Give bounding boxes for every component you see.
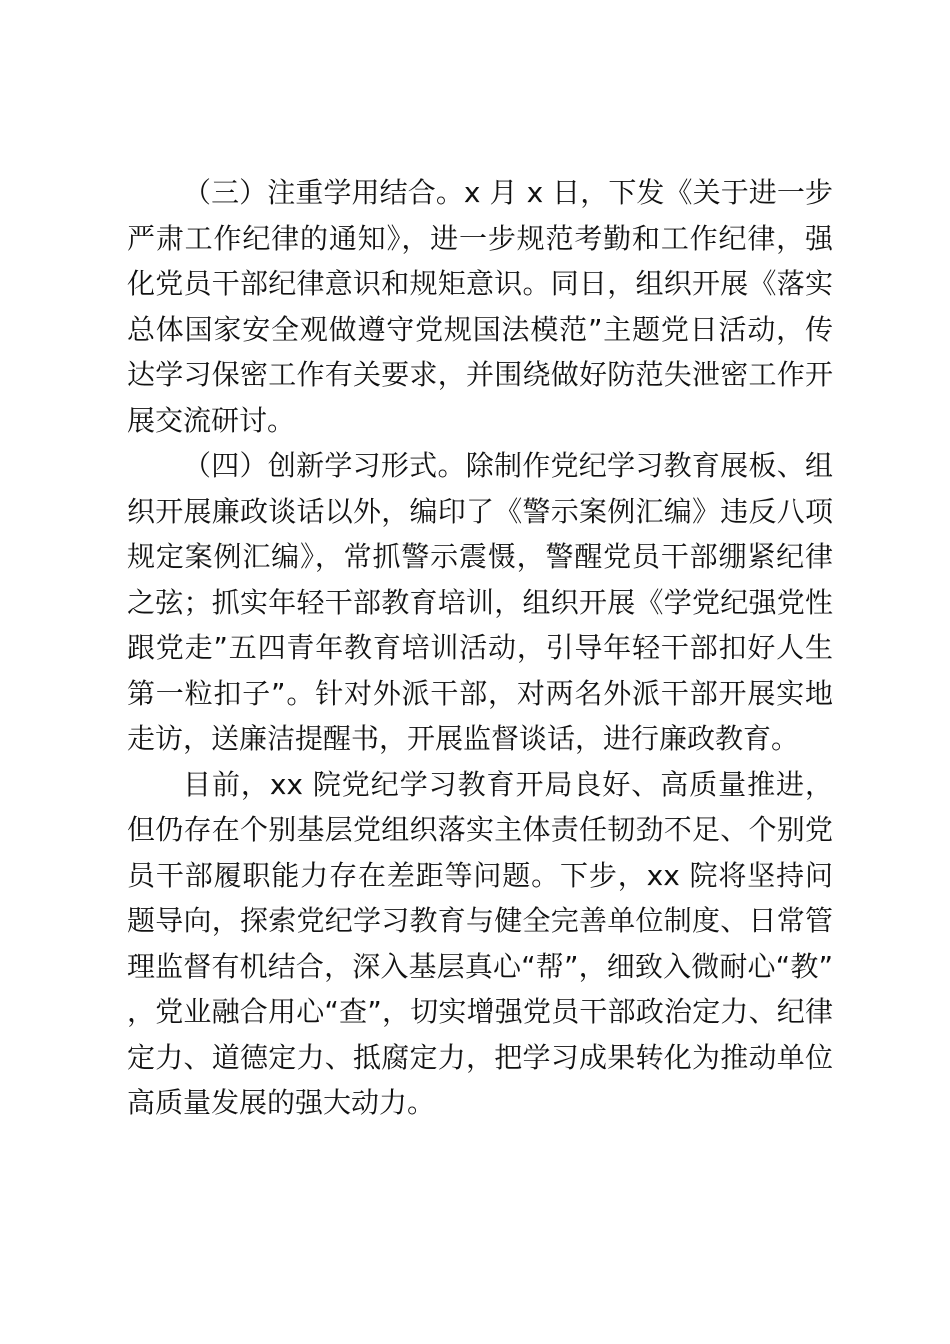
document-body: [127, 170, 833, 1126]
paragraph-summary: 目前，xx 院党纪学习教育开局良好、高质量推进，但仍存在个别基层党组织落实主体责任韧劲不足、个别党员干部履职能力存在差距等问题。下步，xx 院将坚持问题导向，探索党纪学习教育与健全完善单位制度、日常管理监督有机结合，深入基层真心“帮”，细致入微耐心“教”，党业融合用心“查”，切实增强党员干部政治定力、纪律定力、道德定力、抵腐定力，把学习成果转化为推动单位高质量发展的强大动力。: [127, 767, 833, 1119]
paragraph-section-4: （四）创新学习形式。除制作党纪学习教育展板、组织开展廉政谈话以外，编印了《警示案例汇编》违反八项规定案例汇编》，常抓警示震慑，警醒党员干部绷紧纪律之弦；抓实年轻干部教育培训，组织开展《学党纪强党性跟党走”五四青年教育培训活动，引导年轻干部扣好人生第一粒扣子”。针对外派干部，对两名外派干部开展实地走访，送廉洁提醒书，开展监督谈话，进行廉政教育。: [127, 449, 833, 755]
paragraph-section-3: （三）注重学用结合。x 月 x 日，下发《关于进一步严肃工作纪律的通知》，进一步规范考勤和工作纪律，强化党员干部纪律意识和规矩意识。同日，组织开展《落实总体国家安全观做遵守党规国法模范”主题党日活动，传达学习保密工作有关要求，并围绕做好防范失泄密工作开展交流研讨。: [127, 176, 833, 437]
